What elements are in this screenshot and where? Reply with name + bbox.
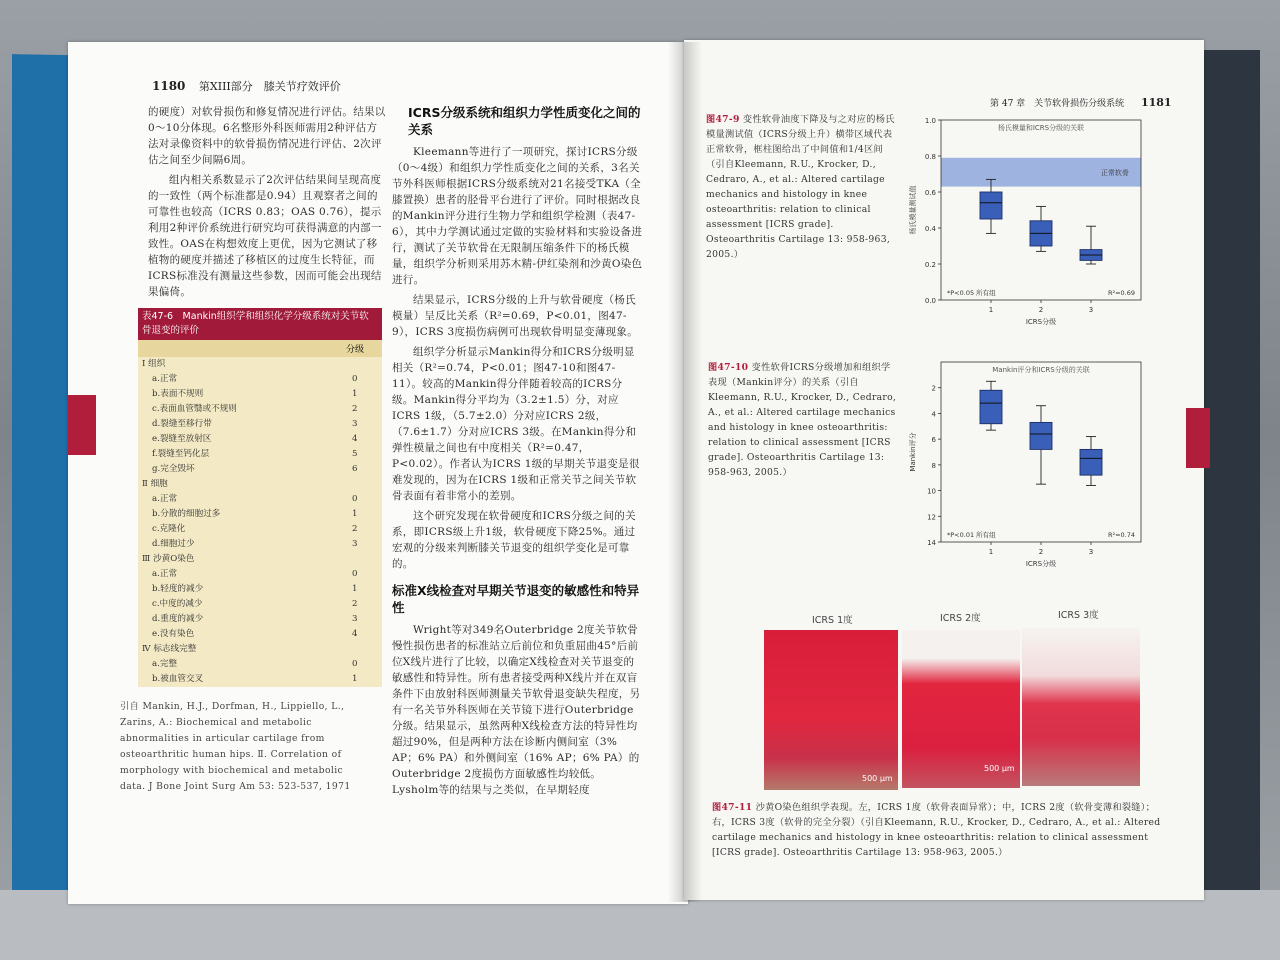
- table-row-score: 6: [352, 464, 358, 474]
- table-row-score: 1: [352, 389, 358, 399]
- figure-47-11-caption: [712, 800, 1172, 860]
- y-tick-label: 0.8: [924, 153, 936, 161]
- chart-title: Mankin评分和ICRS分级的关联: [992, 366, 1090, 374]
- box-2: [1030, 422, 1052, 449]
- table-row-label: Ⅰ 组织: [142, 359, 166, 369]
- thumb-index-tab-right: [1186, 408, 1210, 468]
- table-row: [138, 627, 382, 642]
- table-row: [138, 357, 382, 372]
- table-row-score: 0: [352, 569, 358, 579]
- paragraph: 结果显示，ICRS分级的上升与软骨硬度（杨氏模量）呈反比关系（R²=0.69，P<0.01，图47-9），ICRS 3度损伤病例可出现软骨明显变薄现象。: [392, 294, 639, 338]
- section-heading-icrs: ICRS分级系统和组织力学性质变化之间的关系: [408, 105, 641, 137]
- table-row: [138, 657, 382, 672]
- figure-47-9-chart: [905, 110, 1155, 345]
- table-row: [138, 642, 382, 657]
- histology-image-icrs2: [902, 630, 1020, 788]
- table-row: [138, 447, 382, 462]
- y-tick-label: 6: [931, 436, 936, 445]
- thumb-index-tab-left: [68, 395, 96, 455]
- table-row: [138, 597, 382, 612]
- box-1: [980, 390, 1002, 423]
- paragraph: Kleemann等进行了一项研究，探讨ICRS分级（0～4级）和组织力学性质变化之间的关系，3名关节外科医师根据ICRS分级系统对21名接受TKA（全膝置换）患者的胫骨平台进行了评价。同时根据改良的Mankin评分进行生物力学和组织学检测（表47-6），其中力学测试通过定做的实验材料和实验设备进行，测试了关节软骨在无限制压缩条件下的杨氏模量，组织学分析则采用苏木精-伊红染剂和沙黄O染色进行。: [392, 146, 643, 286]
- caption-text: 沙黄O染色组织学表现。左，ICRS 1度（软骨表面异常）；中，ICRS 2度（软骨变薄和裂缝）；右，ICRS 3度（软骨的完全分裂）（引自Kleemann, R.U., Krocker, D., Cedraro, A., et al.: Altered cartilage mechanics and histology in knee osteoarthritis: relation to clinical assessment [ICRS grade]. Osteoarthritis Cartilage 13: 958-963, 2005.）: [712, 802, 1161, 858]
- left-page-number: 1180: [152, 79, 186, 93]
- table-row-score: 1: [352, 674, 358, 684]
- y-tick-label: 2: [931, 384, 936, 393]
- figure-47-10-caption: [708, 360, 900, 480]
- figure-47-9-caption: [706, 112, 898, 262]
- significance-note: *P<0.05 所有组: [947, 289, 996, 297]
- table-row: [138, 402, 382, 417]
- y-tick-label: 0.4: [924, 225, 936, 233]
- scale-bar-label: 500 μm: [862, 774, 893, 783]
- paragraph: 这个研究发现在软骨硬度和ICRS分级之间的关系，即ICRS级上升1级，软骨硬度下降25%。通过宏观的分级来判断膝关节退变的组织学变化是可靠的。: [392, 510, 636, 570]
- table-row: [138, 492, 382, 507]
- table-row-score: 2: [352, 524, 358, 534]
- figure-number: 图47-10: [708, 362, 749, 373]
- table-row: [138, 387, 382, 402]
- table-row: [138, 417, 382, 432]
- histology-image-icrs3: [1022, 628, 1140, 786]
- table-row-score: 4: [352, 434, 358, 444]
- chart-title: 杨氏模量和ICRS分级的关联: [997, 124, 1085, 132]
- table-row-score: 2: [352, 599, 358, 609]
- table-row-score: 3: [352, 539, 358, 549]
- right-column: [392, 104, 644, 798]
- table-row-label: b.分散的细胞过多: [152, 509, 221, 519]
- y-axis-label: Mankin评分: [909, 432, 917, 472]
- table-row: [138, 462, 382, 477]
- table-row-score: 1: [352, 509, 358, 519]
- x-tick-label: 3: [1088, 548, 1094, 556]
- table-row-score: 3: [352, 419, 358, 429]
- table-row-score: 1: [352, 584, 358, 594]
- table-row: [138, 432, 382, 447]
- table-row-score: 4: [352, 629, 358, 639]
- figure-number: 图47-11: [712, 802, 753, 813]
- right-running-header: 关节软骨损伤分级系统: [1034, 99, 1125, 109]
- x-tick-label: 2: [1038, 306, 1044, 314]
- chapter-number: 第 47 章: [990, 99, 1026, 109]
- y-axis-label: 杨氏模量测试值: [909, 185, 917, 235]
- significance-note: *P<0.01 所有组: [947, 531, 996, 539]
- table-row: [138, 552, 382, 567]
- y-tick-label: 0.0: [924, 297, 936, 305]
- y-tick-label: 1.0: [924, 117, 936, 125]
- table-row: [138, 372, 382, 387]
- x-axis-label: ICRS分级: [1025, 560, 1057, 568]
- table-row-label: c.表面血管翳或不规则: [152, 404, 237, 414]
- histology-image-icrs1: [764, 630, 898, 790]
- table-row-label: d.重度的减少: [152, 614, 204, 624]
- scale-bar-label: 500 μm: [984, 764, 1015, 773]
- table-row-label: a.完整: [152, 659, 178, 669]
- table-row-label: c.克隆化: [152, 524, 186, 534]
- table-row: [138, 672, 382, 687]
- table-row-label: e.没有染色: [152, 629, 195, 639]
- right-page-header: [990, 96, 1172, 109]
- table-row-score: 3: [352, 614, 358, 624]
- box-1: [980, 192, 1002, 219]
- histology-label-1: ICRS 1度: [812, 615, 853, 626]
- paragraph: 组织学分析显示Mankin得分和ICRS分级明显相关（R²=0.74，P<0.01；图47-10和图47-11）。较高的Mankin得分伴随着较高的ICRS分级。Mankin得分平均为（3.2±1.5）分，对应ICRS 1级，（5.7±2.0）分对应ICRS 2级，（7.6±1.7）分对应ICRS 3级。在Mankin得分和弹性模量之间也有中度相关（R²=0.47，P<0.02）。作者认为ICRS 1级的早期关节退变是很难发现的，因为在ICRS 1级和正常关节之间关节软骨表面有着非常小的差别。: [392, 346, 640, 502]
- histology-label-3: ICRS 3度: [1058, 610, 1099, 621]
- x-tick-label: 3: [1088, 306, 1094, 314]
- y-tick-label: 10: [927, 487, 936, 496]
- table-body: [138, 357, 382, 687]
- table-row-score: 5: [352, 449, 358, 459]
- left-page-header: [152, 78, 341, 94]
- table-row: [138, 537, 382, 552]
- table-title: 表47-6 Mankin组织学和组织化学分级系统对关节软骨退变的评价: [138, 308, 382, 340]
- caption-text: 变性软骨ICRS分级增加和组织学表现（Mankin评分）的关系（引自Kleemann, R.U., Krocker, D., Cedraro, A., et al.: Altered cartilage mechanics and histology in knee osteoarthritis: relation to clinical assessment [ICRS grade]. Osteoarthritis Cartilage 13: 958-963, 2005.）: [708, 362, 897, 478]
- y-tick-label: 14: [927, 539, 936, 547]
- table-row-label: a.正常: [152, 374, 178, 384]
- table-row-label: d.细胞过少: [152, 539, 195, 549]
- table-row: [138, 522, 382, 537]
- table-row: [138, 567, 382, 582]
- table-row-label: c.中度的减少: [152, 599, 203, 609]
- r-squared-note: R²=0.74: [1107, 531, 1135, 539]
- table-row: [138, 612, 382, 627]
- x-tick-label: 2: [1038, 548, 1044, 556]
- x-axis-label: ICRS分级: [1025, 318, 1057, 326]
- table-row-score: 0: [352, 659, 358, 669]
- table-row-label: g.完全毁坏: [152, 464, 195, 474]
- paragraph: 的硬度）对软骨损伤和修复情况进行评估。结果以0～10分体现。6名整形外科医师需用2种评估方法对录像资料中的软骨损伤情况进行评估、2次评估之间至少间隔6周。: [148, 106, 386, 166]
- right-page-number: 1181: [1140, 96, 1172, 109]
- table-row-label: a.正常: [152, 569, 178, 579]
- table-row-label: b.轻度的减少: [152, 584, 204, 594]
- paragraph: 组内相关系数显示了2次评估结果间呈现高度的一致性（两个标准都是0.94）且观察者之间的可靠性也较高（ICRS 0.83；OAS 0.76），提示利用2种评价系统进行研究均可获得满意的内部一致性。OAS在构想效度上更优，因为它测试了移植物的硬度并描述了移植区的过度生长特征，而ICRS标准没有测量这些参数，因而可能会出现结果偏倚。: [148, 174, 382, 298]
- table-row-score: 0: [352, 494, 358, 504]
- r-squared-note: R²=0.69: [1107, 289, 1135, 297]
- table-row-label: f.裂缝至钙化层: [152, 449, 210, 459]
- table-row-label: e.裂缝至放射区: [152, 434, 212, 444]
- y-tick-label: 0.6: [924, 189, 936, 197]
- table-row: [138, 477, 382, 492]
- table-row-score: 0: [352, 374, 358, 384]
- histology-label-2: ICRS 2度: [940, 613, 981, 624]
- table-source: 引自 Mankin, H.J., Dorfman, H., Lippiello, L., Zarins, A.: Biochemical and metabolic abnormalities in articular cartilage from osteoarthritic human hips. Ⅱ. Correlation of morphology with biochemical and metabolic data. J Bone Joint Surg Am 53: 523-537, 1971: [120, 701, 351, 792]
- table-row-label: Ⅲ 沙黄O染色: [142, 554, 195, 564]
- y-tick-label: 4: [931, 410, 936, 419]
- x-tick-label: 1: [988, 548, 994, 556]
- y-tick-label: 12: [927, 513, 936, 522]
- table-row: [138, 582, 382, 597]
- y-tick-label: 0.2: [924, 261, 936, 269]
- y-tick-label: 8: [931, 461, 936, 470]
- table-row-label: b.被血管交叉: [152, 674, 204, 684]
- left-column-text: [148, 104, 388, 300]
- figure-47-10-chart: [905, 352, 1155, 587]
- left-running-header: 第XIII部分 膝关节疗效评价: [198, 80, 341, 93]
- table-row-label: d.裂缝至移行带: [152, 419, 212, 429]
- table-47-6: [138, 308, 382, 687]
- box-3: [1080, 449, 1102, 475]
- x-tick-label: 1: [988, 306, 994, 314]
- caption-text: 变性软骨油度下降及与之对应的杨氏模量测试值（ICRS分级上升）横带区域代表正常软骨，框柱图给出了中间值和1/4区间（引自Kleemann, R.U., Krocker, D., Cedraro, A., et al.: Altered cartilage mechanics and histology in knee osteoarthritis: relation to clinical assessment [ICRS grade]. Osteoarthritis Cartilage 13: 958-963, 2005.）: [706, 114, 895, 260]
- table-row-label: Ⅳ 标志线完整: [142, 644, 197, 654]
- table-row-score: 2: [352, 404, 358, 414]
- table-row-label: b.表面不规则: [152, 389, 204, 399]
- normal-band-label: 正常软骨: [1101, 169, 1129, 178]
- section-heading-xray: 标准X线检查对早期关节退变的敏感性和特异性: [392, 583, 640, 615]
- table-row: [138, 507, 382, 522]
- paragraph: Wright等对349名Outerbridge 2度关节软骨慢性损伤患者的标准站立后前位和负重屈曲45°后前位X线片进行了比较，以确定X线检查对关节退变的敏感性和特异性。所有患者接受两种X线片并在双盲条件下由放射科医师测量关节软骨退变缺失程度，另有一名关节外科医师在关节镜下进行Outerbridge分级。结果显示，虽然两种X线检查方法的特异性均超过90%，但是两种方法在诊断内侧间室（3% AP；6% PA）和外侧间室（16% AP；6% PA）的Outerbridge 2度损伤方面敏感性均较低。Lysholm等的结果与之类似，在早期轻度: [392, 624, 641, 796]
- book-gutter: [668, 42, 702, 902]
- table-row-label: Ⅱ 细胞: [142, 479, 168, 489]
- figure-number: 图47-9: [706, 114, 740, 125]
- table-row-label: a.正常: [152, 494, 178, 504]
- table-score-header: 分级: [138, 340, 382, 357]
